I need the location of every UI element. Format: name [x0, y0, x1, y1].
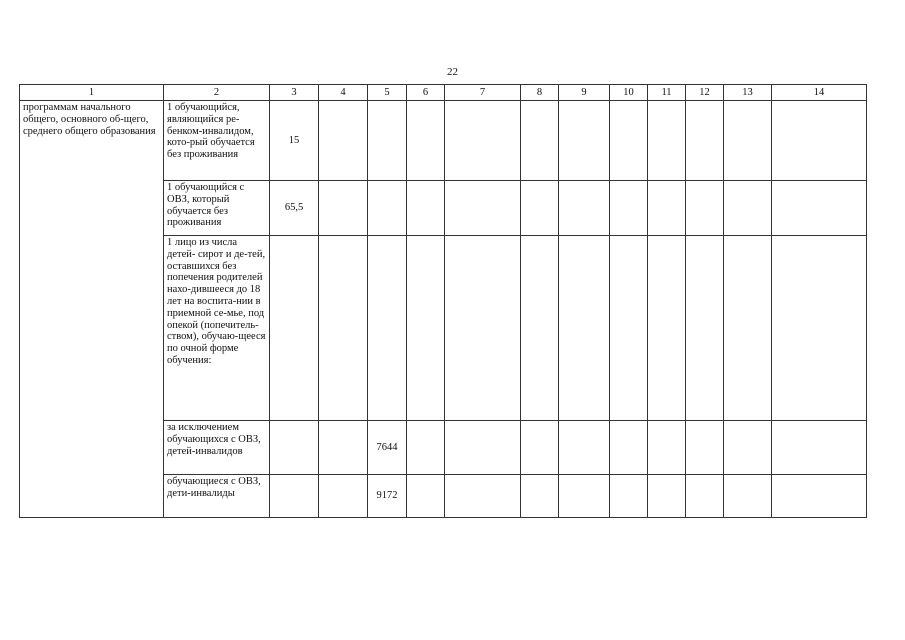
empty-cell [648, 475, 686, 518]
empty-cell [686, 181, 724, 236]
empty-cell [686, 236, 724, 421]
header-cell: 2 [164, 85, 270, 101]
category-text: 1 обучающийся, являющийся ре-бенком-инвалидом, кото-рый обучается без проживания [167, 102, 255, 161]
table-row [20, 101, 867, 181]
empty-cell [559, 181, 610, 236]
empty-cell [772, 475, 867, 518]
header-cell: 8 [521, 85, 559, 101]
empty-cell [319, 475, 368, 518]
tariff-table [19, 84, 867, 518]
empty-cell [521, 181, 559, 236]
empty-cell [610, 421, 648, 475]
empty-cell [407, 421, 445, 475]
empty-cell [724, 475, 772, 518]
category-cell [164, 421, 270, 475]
empty-cell [521, 101, 559, 181]
col3-value: 15 [270, 101, 319, 181]
empty-cell [521, 421, 559, 475]
category-cell [164, 101, 270, 181]
header-cell: 6 [407, 85, 445, 101]
empty-cell [445, 181, 521, 236]
col5-value: 9172 [368, 475, 407, 518]
empty-cell [686, 421, 724, 475]
program-cell [20, 101, 164, 518]
empty-cell [648, 181, 686, 236]
empty-cell [610, 236, 648, 421]
empty-cell [521, 236, 559, 421]
header-cell: 1 [20, 85, 164, 101]
empty-cell [319, 181, 368, 236]
empty-cell [407, 181, 445, 236]
empty-cell [648, 101, 686, 181]
empty-cell [772, 236, 867, 421]
empty-cell [445, 421, 521, 475]
empty-cell [724, 181, 772, 236]
header-cell: 3 [270, 85, 319, 101]
header-cell: 13 [724, 85, 772, 101]
col3-value [270, 236, 319, 421]
empty-cell [559, 236, 610, 421]
header-cell: 7 [445, 85, 521, 101]
empty-cell [724, 421, 772, 475]
col5-value [368, 101, 407, 181]
empty-cell [407, 101, 445, 181]
col5-value: 7644 [368, 421, 407, 475]
header-cell: 10 [610, 85, 648, 101]
header-cell: 14 [772, 85, 867, 101]
category-cell [164, 181, 270, 236]
empty-cell [559, 421, 610, 475]
empty-cell [319, 421, 368, 475]
program-text: программам начального общего, основного об-щего, среднего общего образования [23, 102, 156, 137]
header-cell: 11 [648, 85, 686, 101]
empty-cell [407, 236, 445, 421]
empty-cell [445, 475, 521, 518]
col5-value [368, 236, 407, 421]
empty-cell [610, 475, 648, 518]
col3-value [270, 475, 319, 518]
empty-cell [772, 421, 867, 475]
empty-cell [686, 475, 724, 518]
header-row [20, 85, 867, 101]
category-text: 1 обучающийся с ОВЗ, который обучается без проживания [167, 182, 245, 229]
empty-cell [772, 101, 867, 181]
category-cell [164, 236, 270, 421]
empty-cell [724, 101, 772, 181]
header-cell: 5 [368, 85, 407, 101]
empty-cell [772, 181, 867, 236]
empty-cell [559, 101, 610, 181]
col3-value: 65,5 [270, 181, 319, 236]
category-text: обучающиеся с ОВЗ, дети-инвалиды [167, 476, 261, 499]
empty-cell [319, 236, 368, 421]
header-cell: 12 [686, 85, 724, 101]
empty-cell [648, 236, 686, 421]
empty-cell [319, 101, 368, 181]
col3-value [270, 421, 319, 475]
empty-cell [521, 475, 559, 518]
category-text: за исключением обучающихся с ОВЗ, детей-инвалидов [167, 422, 261, 457]
page-number: 22 [447, 66, 458, 78]
header-cell: 9 [559, 85, 610, 101]
empty-cell [559, 475, 610, 518]
header-cell: 4 [319, 85, 368, 101]
empty-cell [686, 101, 724, 181]
empty-cell [648, 421, 686, 475]
col5-value [368, 181, 407, 236]
empty-cell [407, 475, 445, 518]
empty-cell [724, 236, 772, 421]
empty-cell [445, 236, 521, 421]
empty-cell [610, 181, 648, 236]
category-text: 1 лицо из числа детей- сирот и де-тей, оставшихся без попечения родителей нахо-дившееся до 18 лет на воспита-нии в приемной се-мье, под опекой (попечитель-ством), обучаю-щееся по очной форме обучения: [167, 237, 266, 366]
empty-cell [610, 101, 648, 181]
category-cell [164, 475, 270, 518]
empty-cell [445, 101, 521, 181]
